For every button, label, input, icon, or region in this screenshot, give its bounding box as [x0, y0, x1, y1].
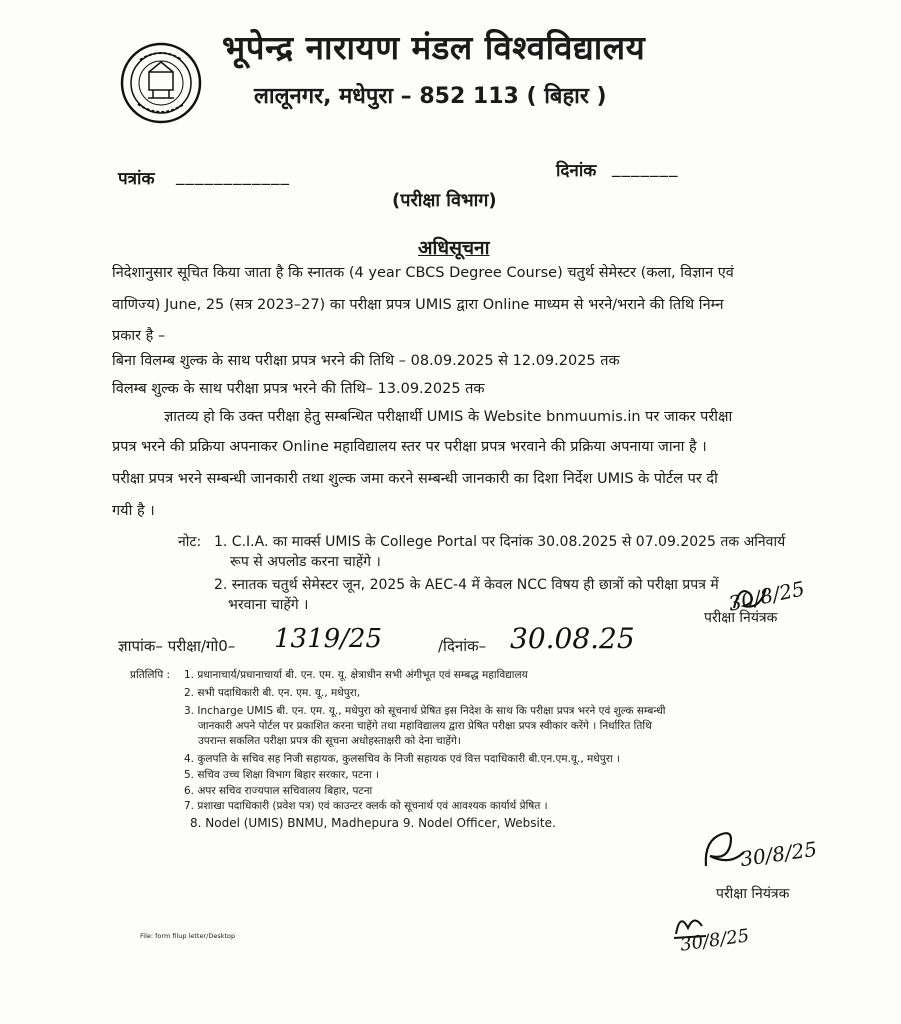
note-2: 2. स्नातक चतुर्थ सेमेस्टर जून, 2025 के AEC-4 में केवल NCC विषय ही छात्रों को परीक्षा प्रपत्र में: [214, 577, 719, 593]
patrank-blank: ____________: [176, 166, 290, 186]
signature-1-designation: परीक्षा नियंत्रक: [704, 610, 778, 626]
date-line-normal: बिना विलम्ब शुल्क के साथ परीक्षा प्रपत्र भरने की तिथि – 08.09.2025 से 12.09.2025 तक: [112, 353, 620, 369]
para2-line: प्रपत्र भरने की प्रक्रिया अपनाकर Online महाविद्यालय स्तर पर परीक्षा प्रपत्र भरवाने की प्रक्रिया अपनाया जाना है ।: [112, 439, 707, 455]
note-1: 1. C.I.A. का मार्क्स UMIS के College Portal पर दिनांक 30.08.2025 से 07.09.2025 तक अनिवार्य: [214, 534, 786, 550]
university-address: लालूनगर, मधेपुरा – 852 113 ( बिहार ): [254, 84, 607, 109]
copy-item: 7. प्रशाखा पदाधिकारी (प्रवेश पत्र) एवं काउन्टर क्लर्क को सूचनार्थ एवं आवश्यक कार्यार्थ प्रेषित ।: [184, 800, 548, 812]
para1-line: निदेशानुसार सूचित किया जाता है कि स्नातक (4 year CBCS Degree Course) चतुर्थ सेमेस्टर (कला, विज्ञान एवं: [112, 265, 734, 281]
para2-line: ज्ञातव्य हो कि उक्त परीक्षा हेतु सम्बन्धित परीक्षार्थी UMIS के Website bnmuumis.in पर जाकर परीक्षा: [164, 409, 733, 425]
note-2-cont: भरवाना चाहेंगे ।: [228, 597, 309, 613]
notice-title: अधिसूचना: [418, 237, 490, 259]
note-label: नोट:: [178, 534, 202, 550]
signature-2-designation: परीक्षा नियंत्रक: [716, 886, 790, 902]
para1-line: प्रकार है –: [112, 328, 166, 344]
signature-2-date: 30/8/25: [738, 836, 819, 872]
department-label: (परीक्षा विभाग): [392, 190, 497, 211]
copy-item: 6. अपर सचिव राज्यपाल सचिवालय बिहार, पटना: [184, 785, 373, 797]
copy-item-cont: उपरान्त सकलित परीक्षा प्रपत्र की सूचना अधोहस्ताक्षरी को देना चाहेंगे।: [198, 735, 461, 747]
dinank-blank: _______: [612, 158, 679, 178]
memo-date-label: /दिनांक–: [438, 637, 487, 655]
patrank-label: पत्रांक: [118, 169, 155, 189]
note-1-cont: रूप से अपलोड करना चाहेंगे ।: [230, 554, 381, 570]
memo-number: 1319/25: [274, 624, 383, 654]
initials-date: 30/8/25: [678, 925, 751, 956]
dinank-label: दिनांक: [556, 161, 597, 181]
copy-item: 5. सचिव उच्च शिक्षा विभाग बिहार सरकार, पटना ।: [184, 769, 379, 781]
file-label: File: form filup letter/Desktop: [140, 932, 236, 940]
memo-date: 30.08.25: [510, 622, 635, 655]
copy-item: 2. सभी पदाधिकारी बी. एन. एम. यू., मधेपुरा,: [184, 687, 361, 699]
signature-1-date: 30/8/25: [726, 576, 807, 616]
copy-item-cont: जानकारी अपने पोर्टल पर प्रकाशित करना चाहेंगे तथा महाविद्यालय द्वारा प्रेषित परीक्षा प्रपत्र स्वीकार करेंगे । निर्धारित तिथि: [198, 720, 652, 732]
university-seal-icon: [120, 42, 202, 124]
memo-label: ज्ञापांक– परीक्षा/गो0–: [118, 637, 236, 655]
university-name: भूपेन्द्र नारायण मंडल विश्वविद्यालय: [222, 28, 646, 67]
copy-item: 8. Nodel (UMIS) BNMU, Madhepura 9. Nodel Officer, Website.: [190, 816, 556, 830]
date-line-late: विलम्ब शुल्क के साथ परीक्षा प्रपत्र भरने की तिथि– 13.09.2025 तक: [112, 381, 485, 397]
para1-line: वाणिज्य) June, 25 (सत्र 2023–27) का परीक्षा प्रपत्र UMIS द्वारा Online माध्यम से भरने/भराने की तिथि निम्न: [112, 297, 724, 313]
copy-to-label: प्रतिलिपि :: [130, 669, 171, 681]
para2-line: गयी है ।: [112, 503, 155, 519]
copy-item: 1. प्रधानाचार्य/प्रधानाचार्या बी. एन. एम. यू. क्षेत्राधीन सभी अंगीभूत एवं सम्बद्ध महाविद्यालय: [184, 669, 528, 681]
copy-item: 4. कुलपति के सचिव सह निजी सहायक, कुलसचिव के निजी सहायक एवं वित्त पदाधिकारी बी.एन.एम.यू., मधेपुरा ।: [184, 753, 621, 765]
copy-item: 3. Incharge UMIS बी. एन. एम. यू., मधेपुरा को सूचनार्थ प्रेषित इस निदेश के साथ कि परीक्षा प्रपत्र भरने एवं शुल्क सम्बन्धी: [184, 705, 666, 717]
para2-line: परीक्षा प्रपत्र भरने सम्बन्धी जानकारी तथा शुल्क जमा करने सम्बन्धी जानकारी का दिशा निर्देश UMIS के पोर्टल पर दी: [112, 471, 718, 487]
